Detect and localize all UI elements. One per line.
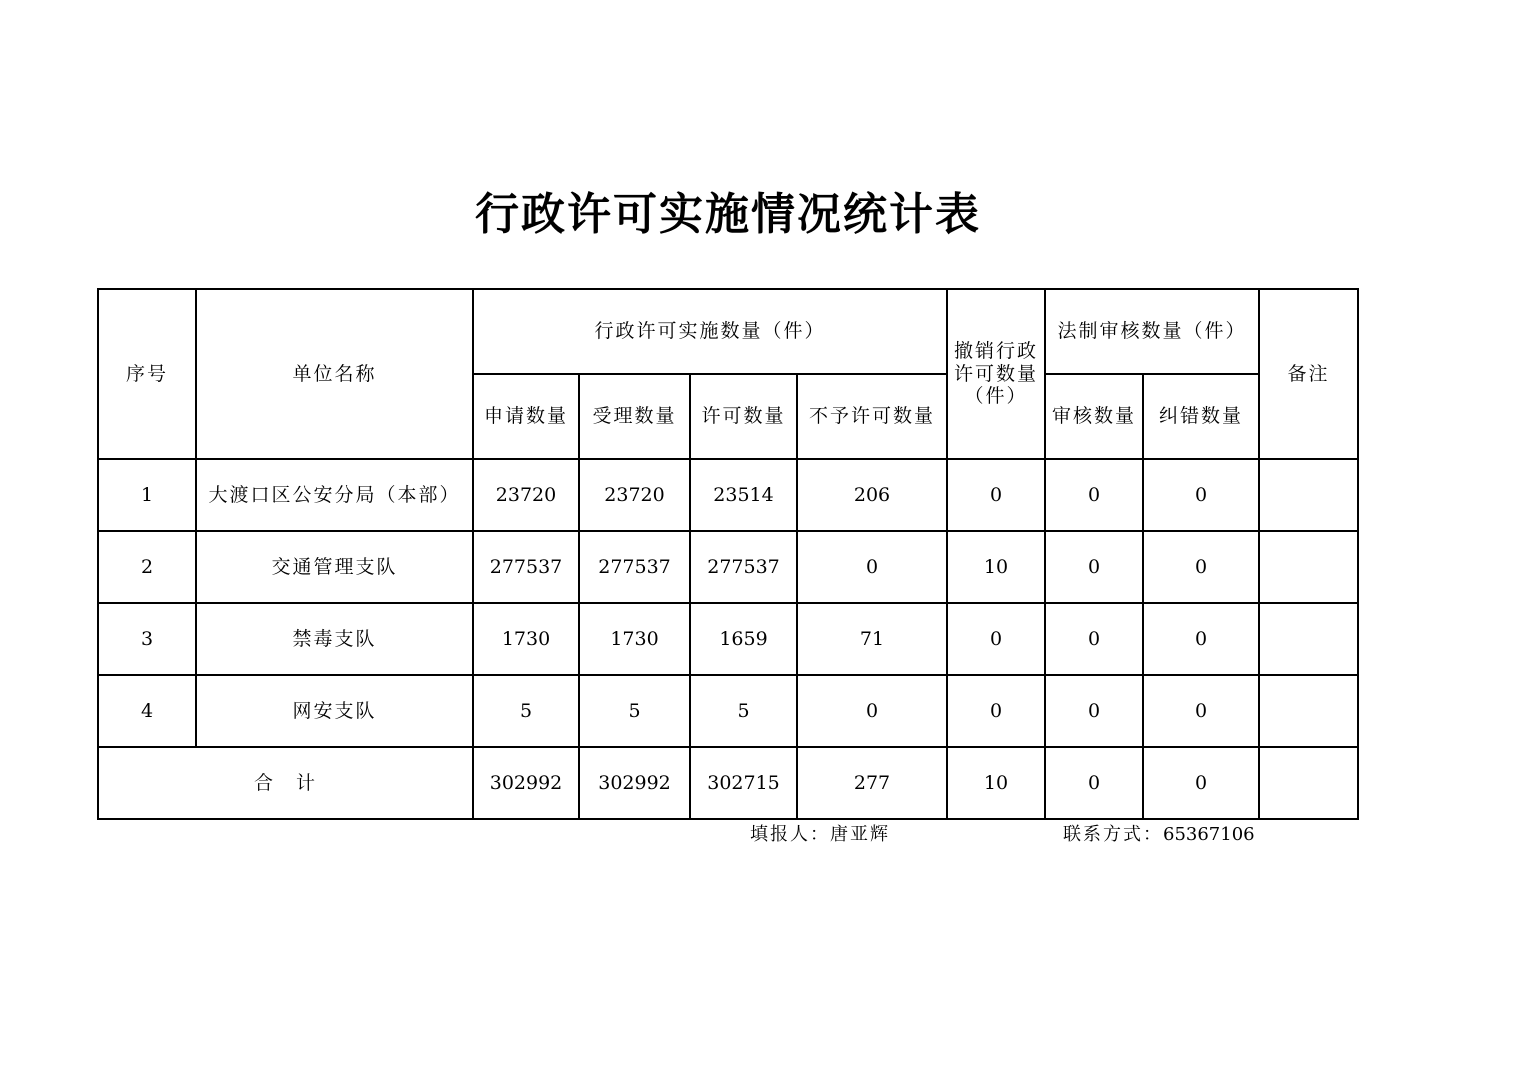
cell-review: 0 (1045, 603, 1143, 675)
total-remark (1259, 747, 1358, 819)
total-revoke: 10 (947, 747, 1045, 819)
contact-phone: 65367106 (1163, 824, 1255, 845)
table-row (98, 531, 1358, 603)
cell-seq: 2 (98, 531, 196, 603)
table-row (98, 675, 1358, 747)
header-remark: 备注 (1259, 289, 1358, 459)
cell-unit-name: 大渡口区公安分局（本部） (196, 459, 473, 531)
footer-contact (1063, 820, 1255, 846)
header-seq: 序号 (98, 289, 196, 459)
footer-filler (750, 820, 890, 846)
header-impl-count-group: 行政许可实施数量（件） (473, 289, 947, 374)
cell-deny: 0 (797, 675, 947, 747)
header-unit-name: 单位名称 (196, 289, 473, 459)
cell-revoke: 0 (947, 459, 1045, 531)
total-deny: 277 (797, 747, 947, 819)
cell-unit-name: 网安支队 (196, 675, 473, 747)
cell-accept: 277537 (579, 531, 690, 603)
cell-apply: 5 (473, 675, 579, 747)
table-row (98, 603, 1358, 675)
cell-permit: 1659 (690, 603, 797, 675)
cell-apply: 277537 (473, 531, 579, 603)
cell-accept: 1730 (579, 603, 690, 675)
cell-revoke: 10 (947, 531, 1045, 603)
contact-label: 联系方式： (1063, 824, 1163, 845)
header-permit-count: 许可数量 (690, 374, 797, 459)
header-review-count: 审核数量 (1045, 374, 1143, 459)
total-correct: 0 (1143, 747, 1259, 819)
cell-review: 0 (1045, 459, 1143, 531)
header-correction-count: 纠错数量 (1143, 374, 1259, 459)
cell-remark (1259, 459, 1358, 531)
cell-seq: 4 (98, 675, 196, 747)
cell-correct: 0 (1143, 531, 1259, 603)
header-revoke-count: 撤销行政许可数量（件） (947, 289, 1045, 459)
header-legal-review-group: 法制审核数量（件） (1045, 289, 1259, 374)
filler-name: 唐亚辉 (830, 824, 890, 845)
cell-seq: 1 (98, 459, 196, 531)
cell-correct: 0 (1143, 675, 1259, 747)
header-deny-count: 不予许可数量 (797, 374, 947, 459)
cell-review: 0 (1045, 675, 1143, 747)
cell-unit-name: 禁毒支队 (196, 603, 473, 675)
cell-apply: 1730 (473, 603, 579, 675)
cell-remark (1259, 603, 1358, 675)
table-row (98, 459, 1358, 531)
header-row-1 (98, 289, 1358, 374)
cell-deny: 0 (797, 531, 947, 603)
total-review: 0 (1045, 747, 1143, 819)
total-label: 合 计 (98, 747, 473, 819)
statistics-table (97, 288, 1359, 820)
cell-deny: 71 (797, 603, 947, 675)
cell-revoke: 0 (947, 603, 1045, 675)
cell-accept: 5 (579, 675, 690, 747)
cell-review: 0 (1045, 531, 1143, 603)
total-apply: 302992 (473, 747, 579, 819)
total-permit: 302715 (690, 747, 797, 819)
cell-remark (1259, 531, 1358, 603)
total-row (98, 747, 1358, 819)
cell-revoke: 0 (947, 675, 1045, 747)
cell-deny: 206 (797, 459, 947, 531)
cell-permit: 23514 (690, 459, 797, 531)
filler-label: 填报人： (750, 824, 830, 845)
cell-apply: 23720 (473, 459, 579, 531)
header-accept-count: 受理数量 (579, 374, 690, 459)
cell-permit: 277537 (690, 531, 797, 603)
cell-permit: 5 (690, 675, 797, 747)
total-accept: 302992 (579, 747, 690, 819)
cell-seq: 3 (98, 603, 196, 675)
cell-unit-name: 交通管理支队 (196, 531, 473, 603)
cell-remark (1259, 675, 1358, 747)
cell-correct: 0 (1143, 459, 1259, 531)
document-title: 行政许可实施情况统计表 (475, 189, 981, 240)
cell-correct: 0 (1143, 603, 1259, 675)
cell-accept: 23720 (579, 459, 690, 531)
header-apply-count: 申请数量 (473, 374, 579, 459)
